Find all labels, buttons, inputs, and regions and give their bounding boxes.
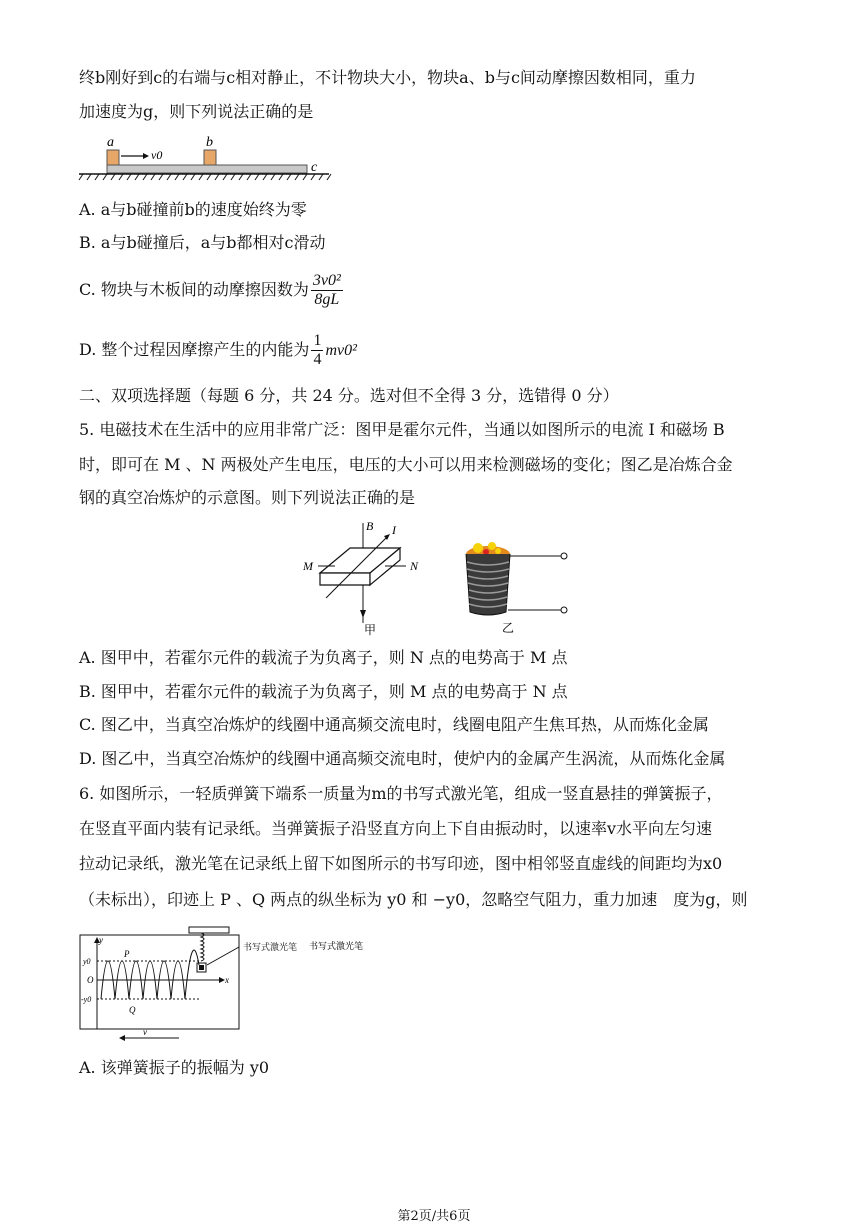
label-v: v [143, 1027, 147, 1037]
q6-stem-line-1: 6. 如图所示，一轻质弹簧下端系一质量为m的书写式激光笔，组成一竖直悬挂的弹簧振子， [79, 784, 723, 803]
label-c: c [311, 160, 318, 175]
label-O: O [87, 975, 94, 985]
q5-option-c: C. 图乙中，当真空冶炼炉的线圈中通高频交流电时，线圈电阻产生焦耳热，从而炼化金属 [79, 715, 709, 734]
q6-stem-line-4: （未标出），印迹上 P 、Q 两点的纵坐标为 y0 和 −y0，忽略空气阻力，重力加速 度为g，则 [79, 890, 748, 909]
block-a [107, 150, 119, 165]
page-footer: 第2页/共6页 [397, 1209, 471, 1224]
q4-option-c-numerator: 3v0² [312, 272, 341, 289]
q5-figure-yi [452, 534, 577, 634]
label-B: B [366, 519, 374, 533]
label-P: P [124, 949, 130, 959]
q4-option-b: B. a与b碰撞后，a与b都相对c滑动 [79, 233, 326, 252]
label-M: M [303, 559, 313, 573]
support-bar [189, 927, 229, 933]
q6-stem-line-3: 拉动记录纸，激光笔在记录纸上留下如图所示的书写印迹，图中相邻竖直虚线的间距均为x0 [79, 854, 723, 873]
record-paper [80, 935, 239, 1029]
q4-option-c-fraction [311, 272, 343, 309]
label-I: I [392, 523, 396, 537]
label-neg-y0: -y0 [81, 995, 92, 1004]
q4-option-a: A. a与b碰撞前b的速度始终为零 [79, 200, 307, 219]
q4-option-d-expr: mv0² [325, 342, 357, 359]
q5-stem-line-1: 5. 电磁技术在生活中的应用非常广泛：图甲是霍尔元件，当通以如图所示的电流 I 和磁场 B [79, 420, 725, 439]
q4-figure [79, 133, 339, 188]
board-c [107, 165, 307, 173]
q5-option-d: D. 图乙中，当真空冶炼炉的线圈中通高频交流电时，使炉内的金属产生涡流，从而炼化金属 [79, 749, 726, 768]
section-heading: 二、双项选择题（每题 6 分，共 24 分。选对但不全得 3 分，选错得 0 分） [79, 386, 619, 405]
q4-stem-line-1: 终b刚好到c的右端与c相对静止，不计物块大小，物块a、b与c间动摩擦因数相同，重力 [79, 68, 696, 87]
block-b [204, 150, 216, 165]
q4-stem-line-2: 加速度为g，则下列说法正确的是 [79, 102, 314, 121]
q6-stem-line-2: 在竖直平面内装有记录纸。当弹簧振子沿竖直方向上下自由振动时，以速率v水平向左匀速 [79, 819, 713, 838]
q5-option-a: A. 图甲中，若霍尔元件的载流子为负离子，则 N 点的电势高于 M 点 [79, 648, 568, 667]
label-v0: v0 [151, 148, 163, 162]
q4-option-d-denominator: 4 [313, 351, 322, 368]
label-a: a [107, 135, 114, 150]
label-y0: y0 [83, 957, 91, 966]
label-yi: 乙 [502, 621, 515, 635]
q4-option-d-text: D. 整个过程因摩擦产生的内能为 [79, 340, 310, 359]
label-Q: Q [129, 1005, 136, 1015]
label-y: y [99, 935, 103, 945]
q6-option-a: A. 该弹簧振子的振幅为 y0 [79, 1058, 270, 1077]
label-x: x [225, 975, 229, 985]
q4-option-c [79, 270, 345, 310]
ground-hatch [79, 174, 331, 180]
label-pen: 书写式激光笔 [309, 941, 364, 951]
label-b: b [206, 135, 213, 150]
q6-figure [79, 925, 364, 1050]
q4-option-d [79, 330, 357, 370]
q4-option-d-fraction [311, 332, 323, 369]
q4-option-c-denominator: 8gL [314, 291, 340, 308]
q5-figure-jia [298, 518, 438, 636]
q5-stem-line-2: 时，即可在 M 、N 两极处产生电压，电压的大小可以用来检测磁场的变化；图乙是冶炼合金 [79, 455, 733, 474]
label-N: N [410, 559, 419, 573]
q5-stem-line-3: 钢的真空冶炼炉的示意图。则下列说法正确的是 [79, 488, 416, 507]
q4-option-d-numerator: 1 [313, 332, 322, 349]
q5-option-b: B. 图甲中，若霍尔元件的载流子为负离子，则 M 点的电势高于 N 点 [79, 682, 568, 701]
q4-option-c-text: C. 物块与木板间的动摩擦因数为 [79, 280, 309, 299]
q6-pen-label: 书写式激光笔 [243, 943, 298, 953]
label-jia: 甲 [364, 623, 377, 637]
